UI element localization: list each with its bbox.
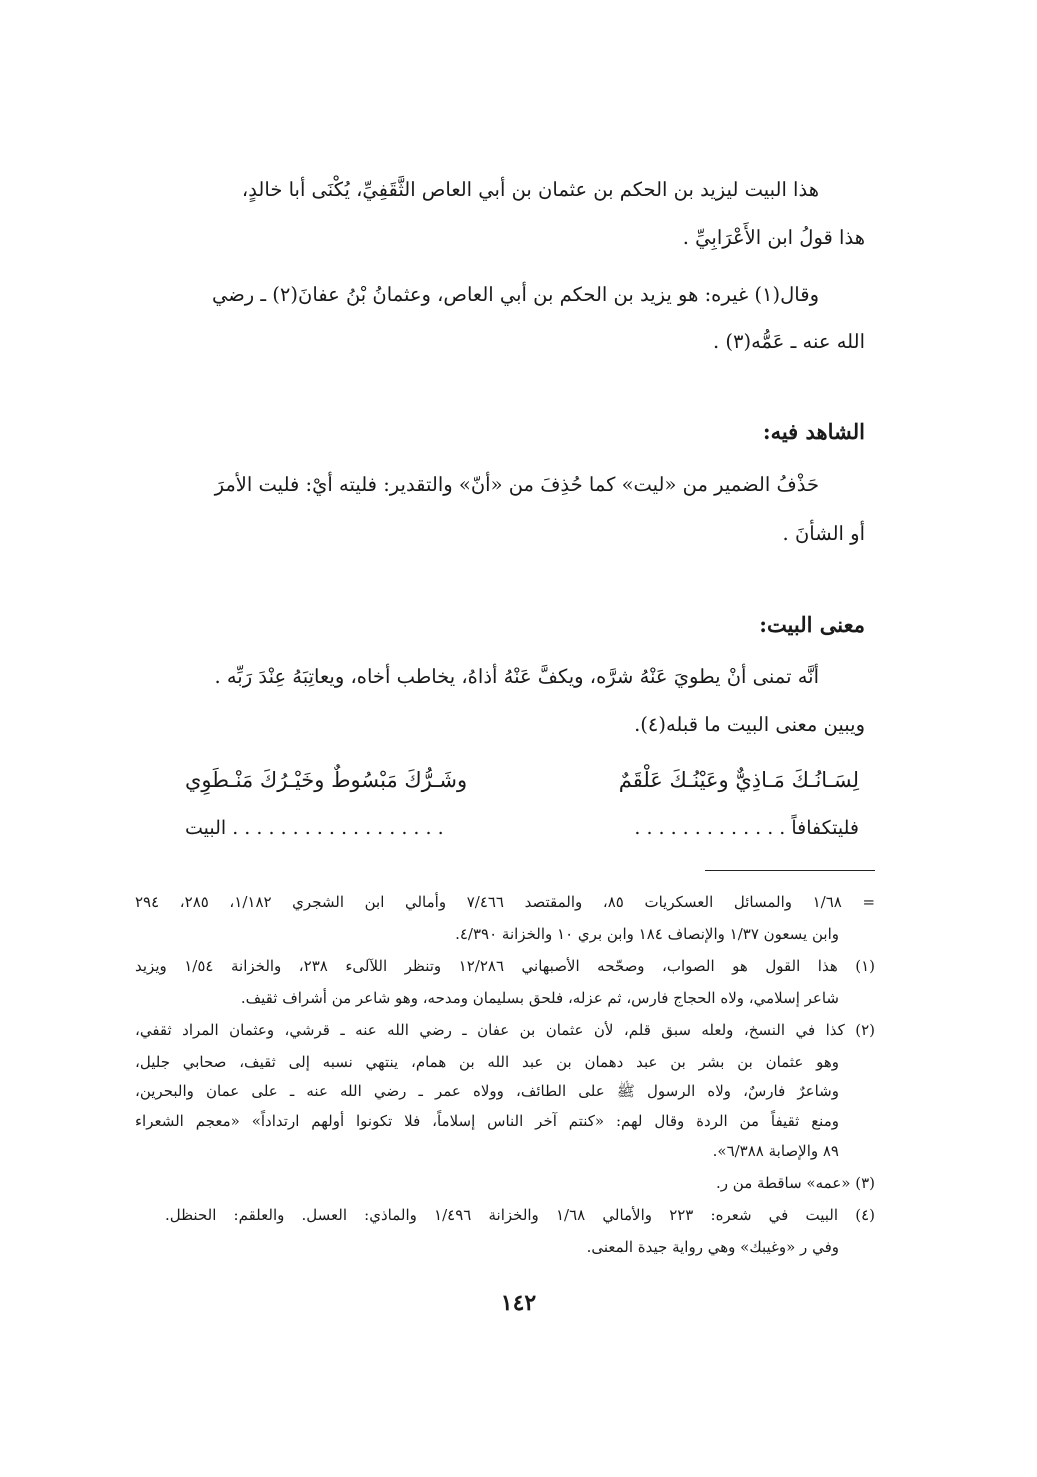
footnote-2-line-3: وشاعرٌ فارسٌ، ولاه الرسول ﷺ على الطائف، وولاه عمر ـ رضي الله عنه ـ على عمان والبحرين، [135,1082,839,1100]
footnote-4-line-2: وفي ر «وغيبك» وهي رواية جيدة المعنى. [586,1238,839,1256]
paragraph-1-line-2: هذا قولُ ابن الأَعْرَابِيِّ . [682,226,865,249]
paragraph-3-line-2: أو الشأنَ . [782,522,865,545]
footnote-divider [705,870,875,871]
paragraph-2-line-1: وقال(١) غيره: هو يزيد بن الحكم بن أبي العاص، وعثمانُ بْنُ عفانَ(٢) ـ رضي [211,283,819,306]
verse-line-1 [185,768,859,792]
heading-evidence: الشاهد فيه: [762,419,865,444]
footnote-cont-line-1: = ١/٦٨ والمسائل العسكريات ٨٥، والمقتصد ٧/٤٦٦ وأمالي ابن الشجري ١/١٨٢، ٢٨٥، ٢٩٤ [135,893,876,911]
footnote-2-line-2: وهو عثمان بن بشر بن عبد دهمان بن عبد الله بن همام، ينتهي نسبه إلى ثقيف، صحابي جليل، [135,1053,839,1071]
paragraph-3-line-1: حَذْفُ الضمير من «ليت» كما حُذِفَ من «أنّ» والتقدير: فليته أيْ: فليت الأمرَ [214,473,819,496]
footnote-4-line-1: (٤) البيت في شعره: ٢٢٣ والأمالي ١/٦٨ والخزانة ١/٤٩٦ والماذي: العسل. والعلقم: الحنظل. [165,1206,875,1224]
footnote-cont-line-2: وابن يسعون ١/٣٧ والإنصاف ١٨٤ وابن بري ١٠ والخزانة ٤/٣٩٠. [455,925,839,943]
verse-2-start: فليتكفافاً . . . . . . . . . . . . . [634,817,859,839]
heading-meaning: معنى البيت: [759,612,865,637]
footnote-1-line-1: (١) هذا القول هو الصواب، وصحّحه الأصبهاني ١٢/٢٨٦ وتنظر اللآلىء ٢٣٨، والخزانة ١/٥٤ ويزيد [135,957,876,975]
footnote-2-line-5: ٨٩ والإصابة ٦/٣٨٨». [712,1142,839,1160]
footnote-2-line-1: (٢) كذا في النسخ، ولعله سبق قلم، لأن عثمان بن عفان ـ رضي الله عنه ـ قرشي، وعثمان المراد ثقفي، [135,1021,875,1039]
footnote-3-line-1: (٣) «عمه» ساقطة من ر. [716,1174,875,1192]
footnote-1-line-2: شاعر إسلامي، ولاه الحجاج فارس، ثم عزله، فلحق بسليمان ومدحه، وهو شاعر من أشراف ثقيف. [240,989,839,1007]
verse-hemistich-2: وشَـرُّكَ مَبْسُوطٌ وخَيْـرُكَ مَنْـطَوِي [185,768,468,792]
verse-2-end: . . . . . . . . . . . . . . . . . . البيت [185,817,444,839]
paragraph-4-line-2: ويبين معنى البيت ما قبله(٤). [634,713,865,736]
paragraph-1-line-1: هذا البيت ليزيد بن الحكم بن عثمان بن أبي العاص الثَّقَفِيِّ، يُكْنَى أبا خالدٍ، [241,178,819,201]
verse-hemistich-1: لِسَـانُـكَ مَـاذِيٌّ وعَيْنُـكَ عَلْقَمٌ [618,768,859,792]
footnote-2-line-4: ومنع ثقيفاً من الردة وقال لهم: «كنتم آخر الناس إسلاماً، فلا تكونوا أولهم ارتداداً» «معجم الشعراء [135,1112,839,1130]
page-number: ١٤٢ [500,1290,537,1316]
paragraph-2-line-2: الله عنه ـ عَمُّه(٣) . [712,330,865,353]
verse-line-2 [185,817,859,839]
paragraph-4-line-1: أنَّه تمنى أنْ يطويَ عَنْهُ شرَّه، ويكفَّ عَنْهُ أذاهُ، يخاطب أخاه، ويعاتِبَهُ عِنْدَ رَبِّه . [214,665,819,688]
